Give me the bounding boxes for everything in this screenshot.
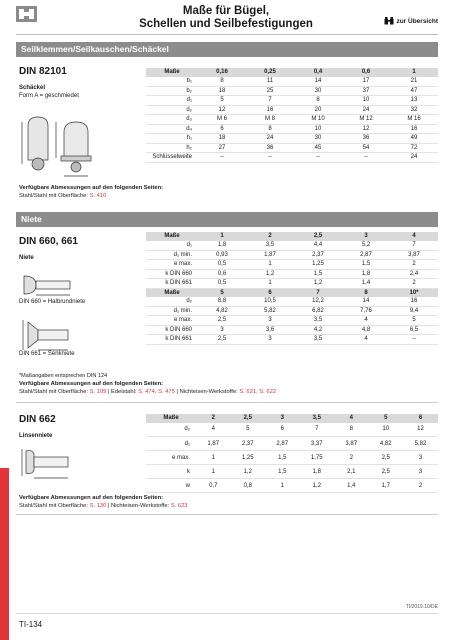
header-cell: 4	[390, 232, 438, 241]
table-cell: 12	[342, 124, 390, 134]
header-cell: 0,16	[198, 68, 246, 77]
row-label: d₂	[146, 105, 198, 115]
header-cell: 2	[196, 414, 231, 423]
row-label: d₁ min.	[146, 250, 198, 260]
table-cell: 4	[196, 423, 231, 437]
table-cell: 4,82	[198, 306, 246, 316]
table-cell: 30	[294, 86, 342, 96]
table-cell: 7	[300, 423, 335, 437]
table-row	[146, 105, 438, 115]
table-cell: 0,93	[198, 250, 246, 260]
table-cell: –	[294, 153, 342, 163]
table-cell: 6,82	[294, 306, 342, 316]
table-row	[146, 451, 438, 465]
table-cell: 24	[342, 105, 390, 115]
table-cell: 3	[246, 335, 294, 345]
table-cell: 16	[390, 297, 438, 307]
table-cell: 3,87	[390, 250, 438, 260]
table-cell: –	[390, 335, 438, 345]
table-row	[146, 96, 438, 106]
footer-divider	[16, 613, 438, 614]
header-cell: Maße	[146, 232, 198, 241]
table-row	[146, 241, 438, 251]
shackle-drawing	[18, 114, 100, 185]
page-link[interactable]: S. 474, S. 475	[138, 389, 175, 395]
table-cell: 3,6	[246, 325, 294, 335]
table-cell: 2	[334, 451, 369, 465]
document-code: TI/2019.10/DE	[405, 604, 438, 610]
table-cell: 7	[246, 96, 294, 106]
header-cell: 3	[342, 232, 390, 241]
row-label: h₁	[146, 134, 198, 144]
table-cell: 24	[390, 153, 438, 163]
header-cell: Maße	[146, 288, 198, 297]
header-cell: Maße	[146, 414, 196, 423]
table-cell: 1	[196, 465, 231, 479]
header-divider	[16, 34, 438, 35]
table-row	[146, 143, 438, 153]
table-cell: 1,7	[369, 479, 404, 493]
table-header-row	[146, 414, 438, 423]
page-number: TI-134	[19, 620, 43, 629]
header-cell: 3	[265, 414, 300, 423]
table-cell: 16	[390, 124, 438, 134]
row-label: Schlüsselweite	[146, 153, 198, 163]
table-cell: M 6	[198, 115, 246, 125]
section-heading-seilklemmen: Seilklemmen/Seilkauschen/Schäckel	[16, 42, 438, 57]
table-cell: M 16	[390, 115, 438, 125]
table-cell: 7,76	[342, 306, 390, 316]
header-cell: 7	[294, 288, 342, 297]
overview-link[interactable]: zur Übersicht	[384, 17, 438, 25]
table-cell: 49	[390, 134, 438, 144]
header-cell: 10*	[390, 288, 438, 297]
standard-din-82101: DIN 82101	[19, 66, 67, 77]
availability-note-1: Verfügbare Abmessungen auf den folgenden Seiten: Stahl/Stahl mit Oberfläche: S. 410	[19, 185, 164, 199]
row-label: e max.	[146, 451, 196, 465]
table-cell: 2,5	[198, 316, 246, 326]
binoculars-icon	[384, 17, 394, 25]
table-cell: 0,7	[196, 479, 231, 493]
row-label: d₄	[146, 124, 198, 134]
table-cell: 8	[246, 124, 294, 134]
table-cell: 5,82	[403, 437, 438, 451]
table-cell: M 10	[294, 115, 342, 125]
page-link[interactable]: S. 623	[170, 503, 188, 509]
table-cell: 36	[342, 134, 390, 144]
table-cell: 10	[342, 96, 390, 106]
table-cell: 14	[342, 297, 390, 307]
header-cell: 0,6	[342, 68, 390, 77]
table-cell: 3	[403, 465, 438, 479]
table-row	[146, 335, 438, 345]
table-cell: 1,2	[231, 465, 266, 479]
table-cell: 8,8	[198, 297, 246, 307]
table-cell: 10	[369, 423, 404, 437]
table-cell: 27	[198, 143, 246, 153]
section-separator	[16, 402, 438, 403]
section-separator	[16, 514, 438, 515]
table-cell: 0,8	[231, 479, 266, 493]
table-cell: 1,8	[342, 269, 390, 279]
header-cell: 0,25	[246, 68, 294, 77]
table-cell: 14	[294, 77, 342, 87]
table-cell: 1,5	[265, 465, 300, 479]
row-label: e max.	[146, 316, 198, 326]
header-cell: 4	[334, 414, 369, 423]
table-row	[146, 269, 438, 279]
row-label: d₁	[146, 437, 196, 451]
table-cell: 2	[390, 260, 438, 270]
table-cell: 1,87	[246, 250, 294, 260]
table-cell: 11	[246, 77, 294, 87]
table-cell: 1,25	[294, 260, 342, 270]
table-cell: 12	[403, 423, 438, 437]
table-cell: 1,5	[294, 269, 342, 279]
table-cell: 1	[196, 451, 231, 465]
header-cell: 6	[403, 414, 438, 423]
table-cell: 72	[390, 143, 438, 153]
table-cell: 2,4	[390, 269, 438, 279]
table-cell: 4,4	[294, 241, 342, 251]
table-row	[146, 423, 438, 437]
table-cell: 47	[390, 86, 438, 96]
table-cell: 1,5	[265, 451, 300, 465]
table-cell: 25	[246, 86, 294, 96]
table-cell: 3,5	[246, 241, 294, 251]
table-cell: 13	[390, 96, 438, 106]
table-row	[146, 153, 438, 163]
table-cell: 21	[390, 77, 438, 87]
linsenniete-drawing	[20, 446, 90, 485]
header-cell: 0,4	[294, 68, 342, 77]
row-label: d₁	[146, 241, 198, 251]
table-cell: 54	[342, 143, 390, 153]
row-label: b₂	[146, 86, 198, 96]
table-cell: 2,5	[369, 451, 404, 465]
table-cell: 5	[390, 316, 438, 326]
table-row	[146, 86, 438, 96]
table-cell: 1,2	[246, 269, 294, 279]
table-cell: 37	[342, 86, 390, 96]
section3-subtitle: Linsenniete	[19, 433, 53, 439]
table-cell: –	[342, 153, 390, 163]
table-cell: 45	[294, 143, 342, 153]
table-row	[146, 316, 438, 326]
table-header-row	[146, 68, 438, 77]
caption-din-661: DIN 661 = Senkniete	[19, 351, 75, 357]
table-cell: 8	[334, 423, 369, 437]
side-accent-bar	[0, 468, 9, 640]
table-cell: 4	[342, 335, 390, 345]
table-cell: 4	[342, 316, 390, 326]
table-row	[146, 134, 438, 144]
page-link[interactable]: S. 410	[89, 193, 107, 199]
table-cell: 5,2	[342, 241, 390, 251]
table-cell: 1,8	[300, 465, 335, 479]
table-cell: 1	[246, 279, 294, 289]
table-cell: 3,37	[300, 437, 335, 451]
standard-din-662: DIN 662	[19, 414, 56, 425]
table-cell: 7	[390, 241, 438, 251]
table-cell: M 12	[342, 115, 390, 125]
table-cell: 1,8	[198, 241, 246, 251]
availability-note-3: Verfügbare Abmessungen auf den folgenden Seiten: Stahl/Stahl mit Oberfläche: S. 130 | Nichteisen-Werkstoffe: S. 623	[19, 495, 188, 509]
table-cell: 6	[198, 124, 246, 134]
table-cell: 12,2	[294, 297, 342, 307]
row-label: b₁	[146, 77, 198, 87]
table-cell: 4,82	[369, 437, 404, 451]
page-link[interactable]: S. 130	[89, 503, 107, 509]
table-cell: 0,5	[198, 279, 246, 289]
caption-din-660: DIN 660 = Halbrundniete	[19, 299, 86, 305]
table-cell: 0,5	[198, 260, 246, 270]
table-row	[146, 297, 438, 307]
row-label: k DIN 661	[146, 335, 198, 345]
footnote-din-124: *Maßangaben entsprechen DIN 124	[19, 373, 108, 379]
table-cell: 5	[231, 423, 266, 437]
table-cell: 1	[246, 260, 294, 270]
header-cell: 2,5	[294, 232, 342, 241]
table-cell: 6,5	[390, 325, 438, 335]
table-cell: 2,37	[294, 250, 342, 260]
table-row	[146, 124, 438, 134]
row-label: k DIN 660	[146, 269, 198, 279]
header-cell: 2	[246, 232, 294, 241]
table-din-660-661	[146, 232, 438, 345]
table-cell: 30	[294, 134, 342, 144]
row-label: h₂	[146, 143, 198, 153]
table-cell: 2	[403, 479, 438, 493]
table-header-row	[146, 288, 438, 297]
table-cell: 1,75	[300, 451, 335, 465]
header-cell: 3,5	[300, 414, 335, 423]
row-label: d₂	[146, 297, 198, 307]
table-header-row	[146, 232, 438, 241]
table-cell: 20	[294, 105, 342, 115]
row-label: d₃	[146, 115, 198, 125]
page-link[interactable]: S. 109	[89, 389, 107, 395]
header-cell: 6	[246, 288, 294, 297]
table-cell: 17	[342, 77, 390, 87]
table-cell: 1,2	[300, 479, 335, 493]
row-label: w	[146, 479, 196, 493]
table-cell: 2,87	[265, 437, 300, 451]
table-cell: 36	[246, 143, 294, 153]
table-cell: 4,2	[294, 325, 342, 335]
table-row	[146, 77, 438, 87]
table-row	[146, 279, 438, 289]
row-label: k DIN 660	[146, 325, 198, 335]
table-cell: –	[198, 153, 246, 163]
row-label: k DIN 661	[146, 279, 198, 289]
table-cell: 12	[198, 105, 246, 115]
table-cell: 5,82	[246, 306, 294, 316]
table-cell: 5	[198, 96, 246, 106]
table-cell: 10	[294, 124, 342, 134]
header-cell: 5	[198, 288, 246, 297]
table-cell: 2,87	[342, 250, 390, 260]
section1-subtitle: Schäckel Form A = geschmiedet	[19, 85, 79, 99]
table-cell: 3	[246, 316, 294, 326]
standard-din-660-661: DIN 660, 661	[19, 236, 78, 247]
header-cell: 2,5	[231, 414, 266, 423]
table-row	[146, 465, 438, 479]
table-row	[146, 437, 438, 451]
header-cell: 1	[390, 68, 438, 77]
table-cell: 2,1	[334, 465, 369, 479]
header-cell: 5	[369, 414, 404, 423]
section2-subtitle: Niete	[19, 255, 34, 261]
table-row	[146, 325, 438, 335]
table-cell: M 8	[246, 115, 294, 125]
section-heading-niete: Niete	[16, 212, 438, 227]
table-cell: 2,37	[231, 437, 266, 451]
page-title: Maße für Bügel, Schellen und Seilbefestigungen	[139, 5, 313, 30]
table-cell: 1,87	[196, 437, 231, 451]
table-row	[146, 479, 438, 493]
table-cell: 3,5	[294, 316, 342, 326]
table-cell: 1,4	[334, 479, 369, 493]
table-row	[146, 250, 438, 260]
table-cell: 3	[198, 325, 246, 335]
table-cell: 2	[390, 279, 438, 289]
row-label: k	[146, 465, 196, 479]
table-cell: –	[246, 153, 294, 163]
row-label: d₁	[146, 96, 198, 106]
availability-note-2: Verfügbare Abmessungen auf den folgenden Seiten: Stahl/Stahl mit Oberfläche: S. 109 | Edelstahl: S. 474, S. 475 | Nichteisen-Werkstoffe: S. 621, S. 622	[19, 381, 277, 395]
table-cell: 1,4	[342, 279, 390, 289]
header-cell: Maße	[146, 68, 198, 77]
table-cell: 8	[198, 77, 246, 87]
table-cell: 9,4	[390, 306, 438, 316]
table-row	[146, 306, 438, 316]
table-cell: 6	[265, 423, 300, 437]
table-cell: 24	[246, 134, 294, 144]
row-label: e max.	[146, 260, 198, 270]
table-cell: 0,6	[198, 269, 246, 279]
table-cell: 10,5	[246, 297, 294, 307]
brand-logo-icon	[16, 6, 37, 22]
table-row	[146, 115, 438, 125]
table-cell: 3,5	[294, 335, 342, 345]
table-cell: 1,5	[342, 260, 390, 270]
table-cell: 4,8	[342, 325, 390, 335]
table-cell: 2,5	[369, 465, 404, 479]
table-din-82101	[146, 68, 438, 163]
table-cell: 1,2	[294, 279, 342, 289]
table-cell: 1	[265, 479, 300, 493]
table-cell: 16	[246, 105, 294, 115]
header-cell: 1	[198, 232, 246, 241]
table-cell: 32	[390, 105, 438, 115]
table-cell: 2,5	[198, 335, 246, 345]
table-cell: 8	[294, 96, 342, 106]
table-cell: 3	[403, 451, 438, 465]
table-row	[146, 260, 438, 270]
table-cell: 18	[198, 86, 246, 96]
table-cell: 3,87	[334, 437, 369, 451]
table-din-662	[146, 414, 438, 493]
table-cell: 1,25	[231, 451, 266, 465]
table-cell: 18	[198, 134, 246, 144]
header-cell: 8	[342, 288, 390, 297]
halbrundniete-drawing	[20, 274, 90, 301]
row-label: d₂	[146, 423, 196, 437]
row-label: d₁ min.	[146, 306, 198, 316]
page-link[interactable]: S. 621, S. 622	[239, 389, 277, 395]
